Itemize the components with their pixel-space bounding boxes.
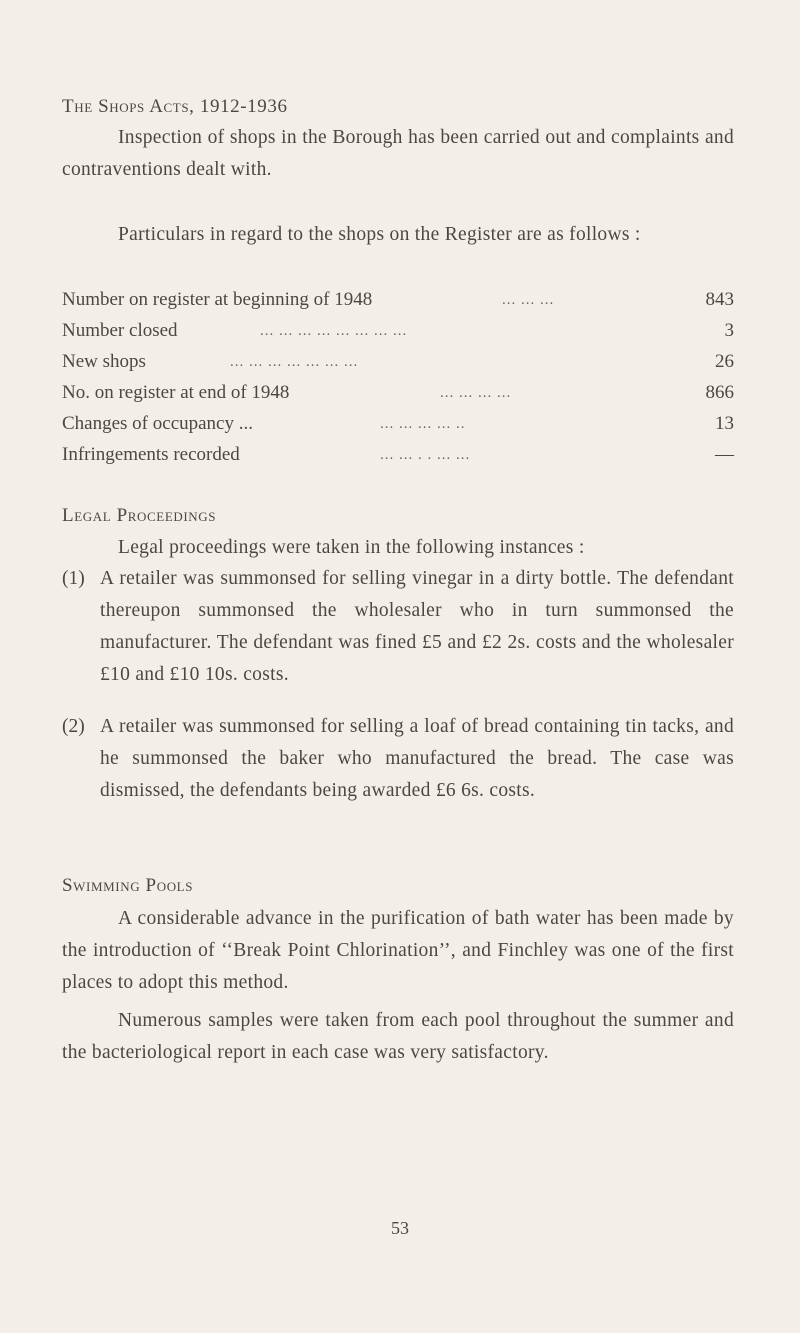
- legal-proceedings-heading: Legal Proceedings: [62, 505, 217, 526]
- swimming-para-1: A considerable advance in the purification of bath water has been made by the introduction of ‘‘Break Point Chlorination’’, and Finchley was one of the first places to adopt this method.: [62, 908, 734, 993]
- leader-dots: ... ... ... ... ..: [380, 416, 466, 432]
- leader-dots: ... ... ...: [502, 292, 555, 308]
- table-row: [62, 349, 734, 375]
- row-value: 3: [724, 320, 734, 341]
- swimming-para-2: Numerous samples were taken from each pool throughout the summer and the bacteriological report in each case was very satisfactory.: [62, 1010, 734, 1063]
- row-label: Number closed: [62, 320, 178, 341]
- leader-dots: ... ... ... ... ... ... ...: [230, 354, 359, 370]
- legal-case-2: [62, 711, 734, 807]
- row-label: No. on register at end of 1948: [62, 382, 290, 403]
- legal-case-1: [62, 563, 734, 691]
- shops-acts-heading: The Shops Acts, 1912-1936: [62, 96, 288, 117]
- list-item-text: A retailer was summonsed for selling a loaf of bread containing tin tacks, and he summonsed the baker who manufactured the bread. The case was dismissed, the defendants being awarded £6 6s. costs.: [100, 716, 734, 801]
- table-row: [62, 318, 734, 344]
- swimming-pools-heading: Swimming Pools: [62, 875, 194, 896]
- table-row: [62, 287, 734, 313]
- table-row: [62, 442, 734, 468]
- list-marker: (2): [62, 716, 85, 737]
- row-label: Infringements recorded: [62, 444, 240, 465]
- row-label: New shops: [62, 351, 146, 372]
- shops-acts-intro: Inspection of shops in the Borough has been carried out and complaints and contraventions dealt with.: [62, 127, 734, 180]
- table-row: [62, 380, 734, 406]
- list-item-text: A retailer was summonsed for selling vinegar in a dirty bottle. The defendant thereupon summonsed the wholesaler who in turn summonsed the manufacturer. The defendant was fined £5 and £2 2s. costs and the wholesaler £10 and £10 10s. costs.: [100, 568, 734, 685]
- row-label: Number on register at beginning of 1948: [62, 289, 373, 310]
- leader-dots: ... ... . . ... ...: [380, 447, 471, 463]
- row-value: 843: [705, 289, 734, 310]
- row-value: —: [715, 444, 734, 465]
- leader-dots: ... ... ... ...: [440, 385, 512, 401]
- leader-dots: ... ... ... ... ... ... ... ...: [260, 323, 408, 339]
- row-label: Changes of occupancy ...: [62, 413, 253, 434]
- row-value: 13: [715, 413, 734, 434]
- page-number: 53: [391, 1218, 409, 1238]
- shops-particulars: Particulars in regard to the shops on the Register are as follows :: [118, 224, 641, 245]
- list-marker: (1): [62, 568, 85, 589]
- legal-intro: Legal proceedings were taken in the following instances :: [118, 537, 585, 558]
- table-row: [62, 411, 734, 437]
- row-value: 866: [705, 382, 734, 403]
- row-value: 26: [715, 351, 734, 372]
